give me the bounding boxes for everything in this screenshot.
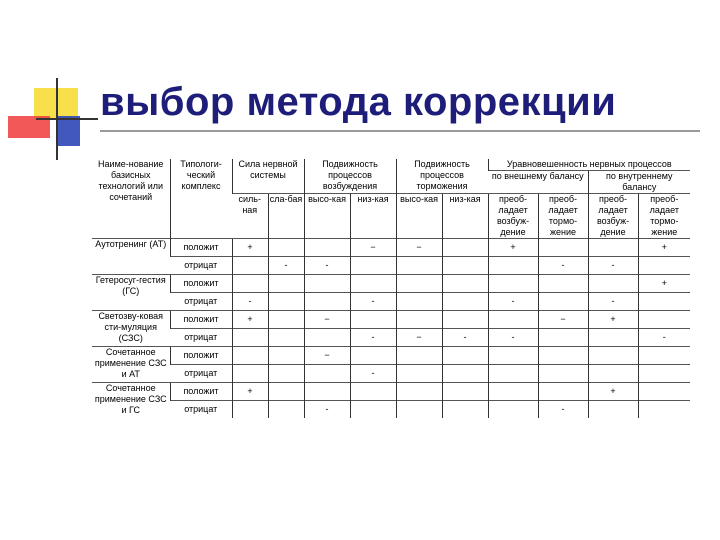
value-cell: − [396, 239, 442, 257]
table-row [92, 365, 690, 383]
value-cell [442, 311, 488, 329]
value-cell: - [350, 365, 396, 383]
value-cell [638, 347, 690, 365]
value-cell [488, 365, 538, 383]
header-excitation-high: высо-кая [304, 194, 350, 239]
header-external-excitation: преоб-ладает возбуж-дение [488, 194, 538, 239]
value-cell: - [588, 257, 638, 275]
value-cell [638, 383, 690, 401]
method-name: Сочетанное применение СЗС и ГС [92, 383, 170, 419]
method-name: Светозву-ковая сти-муляция (СЗС) [92, 311, 170, 347]
value-cell [232, 365, 268, 383]
header-balance: Уравновешенность нервных процессов [488, 159, 690, 171]
value-cell [442, 347, 488, 365]
value-cell: + [588, 311, 638, 329]
value-cell: − [538, 311, 588, 329]
value-cell: + [588, 383, 638, 401]
typology-cell: положит [170, 275, 232, 293]
value-cell [538, 329, 588, 347]
value-cell [442, 293, 488, 311]
value-cell [588, 401, 638, 419]
value-cell [232, 257, 268, 275]
value-cell [488, 275, 538, 293]
value-cell [268, 311, 304, 329]
header-external-balance: по внешнему балансу [488, 171, 588, 194]
value-cell [588, 329, 638, 347]
method-name: Гетеросуг-гестия (ГС) [92, 275, 170, 311]
value-cell: - [442, 329, 488, 347]
value-cell: - [588, 293, 638, 311]
value-cell: + [638, 275, 690, 293]
value-cell [396, 293, 442, 311]
value-cell [588, 365, 638, 383]
value-cell [442, 365, 488, 383]
value-cell [350, 275, 396, 293]
table-row [92, 401, 690, 419]
value-cell [268, 401, 304, 419]
value-cell: + [232, 239, 268, 257]
value-cell [538, 293, 588, 311]
value-cell: - [268, 257, 304, 275]
slide-title: выбор метода коррекции [100, 80, 617, 124]
value-cell [396, 311, 442, 329]
value-cell [538, 383, 588, 401]
value-cell: + [488, 239, 538, 257]
value-cell [442, 257, 488, 275]
decor-horizontal-line [36, 118, 98, 120]
value-cell [396, 401, 442, 419]
value-cell: - [488, 329, 538, 347]
typology-cell: положит [170, 347, 232, 365]
value-cell: - [538, 257, 588, 275]
value-cell [396, 347, 442, 365]
value-cell [232, 329, 268, 347]
value-cell [268, 239, 304, 257]
value-cell [350, 311, 396, 329]
value-cell [442, 239, 488, 257]
table-row [92, 347, 690, 365]
value-cell [350, 401, 396, 419]
value-cell [304, 365, 350, 383]
value-cell [588, 275, 638, 293]
typology-cell: отрицат [170, 293, 232, 311]
value-cell [304, 329, 350, 347]
value-cell: + [232, 383, 268, 401]
value-cell [538, 365, 588, 383]
header-excitation-mobility: Подвижность процессов возбуждения [304, 159, 396, 194]
value-cell: - [350, 329, 396, 347]
value-cell [488, 347, 538, 365]
value-cell: - [304, 257, 350, 275]
value-cell [268, 293, 304, 311]
value-cell [350, 347, 396, 365]
value-cell [588, 239, 638, 257]
value-cell: - [304, 401, 350, 419]
value-cell [268, 275, 304, 293]
value-cell [442, 401, 488, 419]
header-weak: сла-бая [268, 194, 304, 239]
value-cell [268, 329, 304, 347]
method-name: Аутотренинг (АТ) [92, 239, 170, 275]
table-row [92, 383, 690, 401]
header-inhibition-low: низ-кая [442, 194, 488, 239]
value-cell [488, 383, 538, 401]
value-cell: - [638, 329, 690, 347]
value-cell [268, 365, 304, 383]
table-row [92, 311, 690, 329]
table-row [92, 239, 690, 257]
value-cell [268, 347, 304, 365]
typology-cell: отрицат [170, 257, 232, 275]
typology-cell: отрицат [170, 365, 232, 383]
value-cell: − [350, 239, 396, 257]
value-cell [638, 311, 690, 329]
value-cell [304, 293, 350, 311]
correction-method-table [92, 159, 690, 418]
header-inhibition-mobility: Подвижность процессов торможения [396, 159, 488, 194]
typology-cell: положит [170, 383, 232, 401]
value-cell [588, 347, 638, 365]
value-cell [442, 383, 488, 401]
header-typology: Типологи-ческий комплекс [170, 159, 232, 239]
value-cell: + [232, 311, 268, 329]
value-cell [304, 239, 350, 257]
value-cell: - [232, 293, 268, 311]
decor-blue-square [58, 116, 80, 146]
value-cell [304, 383, 350, 401]
value-cell: − [304, 311, 350, 329]
header-nervous-strength: Сила нервной системы [232, 159, 304, 194]
value-cell [638, 401, 690, 419]
value-cell: − [304, 347, 350, 365]
table-row [92, 257, 690, 275]
value-cell [488, 257, 538, 275]
value-cell: - [350, 293, 396, 311]
value-cell: + [638, 239, 690, 257]
value-cell [488, 311, 538, 329]
title-underline [100, 130, 700, 132]
header-strong: силь-ная [232, 194, 268, 239]
value-cell [538, 239, 588, 257]
value-cell [488, 401, 538, 419]
value-cell [396, 275, 442, 293]
table-row [92, 275, 690, 293]
table-body [92, 239, 690, 419]
typology-cell: положит [170, 311, 232, 329]
header-internal-excitation: преоб-ладает возбуж-дение [588, 194, 638, 239]
value-cell [350, 383, 396, 401]
header-excitation-low: низ-кая [350, 194, 396, 239]
header-inhibition-high: высо-кая [396, 194, 442, 239]
value-cell [350, 257, 396, 275]
value-cell [638, 293, 690, 311]
header-method: Наиме-нование базисных технологий или сочетаний [98, 159, 164, 202]
header-internal-balance: по внутреннему балансу [588, 171, 690, 194]
value-cell [396, 365, 442, 383]
value-cell [268, 383, 304, 401]
value-cell [538, 347, 588, 365]
value-cell [638, 365, 690, 383]
header-external-inhibition: преоб-ладает тормо-жение [538, 194, 588, 239]
typology-cell: отрицат [170, 401, 232, 419]
value-cell [232, 401, 268, 419]
value-cell [232, 275, 268, 293]
header-internal-inhibition: преоб-ладает тормо-жение [638, 194, 690, 239]
value-cell: − [396, 329, 442, 347]
value-cell [304, 275, 350, 293]
table-row [92, 293, 690, 311]
value-cell [638, 257, 690, 275]
typology-cell: отрицат [170, 329, 232, 347]
value-cell [232, 347, 268, 365]
value-cell [396, 257, 442, 275]
typology-cell: положит [170, 239, 232, 257]
value-cell [442, 275, 488, 293]
value-cell: - [488, 293, 538, 311]
value-cell [538, 275, 588, 293]
table-row [92, 329, 690, 347]
method-name: Сочетанное применение СЗС и АТ [92, 347, 170, 383]
value-cell: - [538, 401, 588, 419]
value-cell [396, 383, 442, 401]
